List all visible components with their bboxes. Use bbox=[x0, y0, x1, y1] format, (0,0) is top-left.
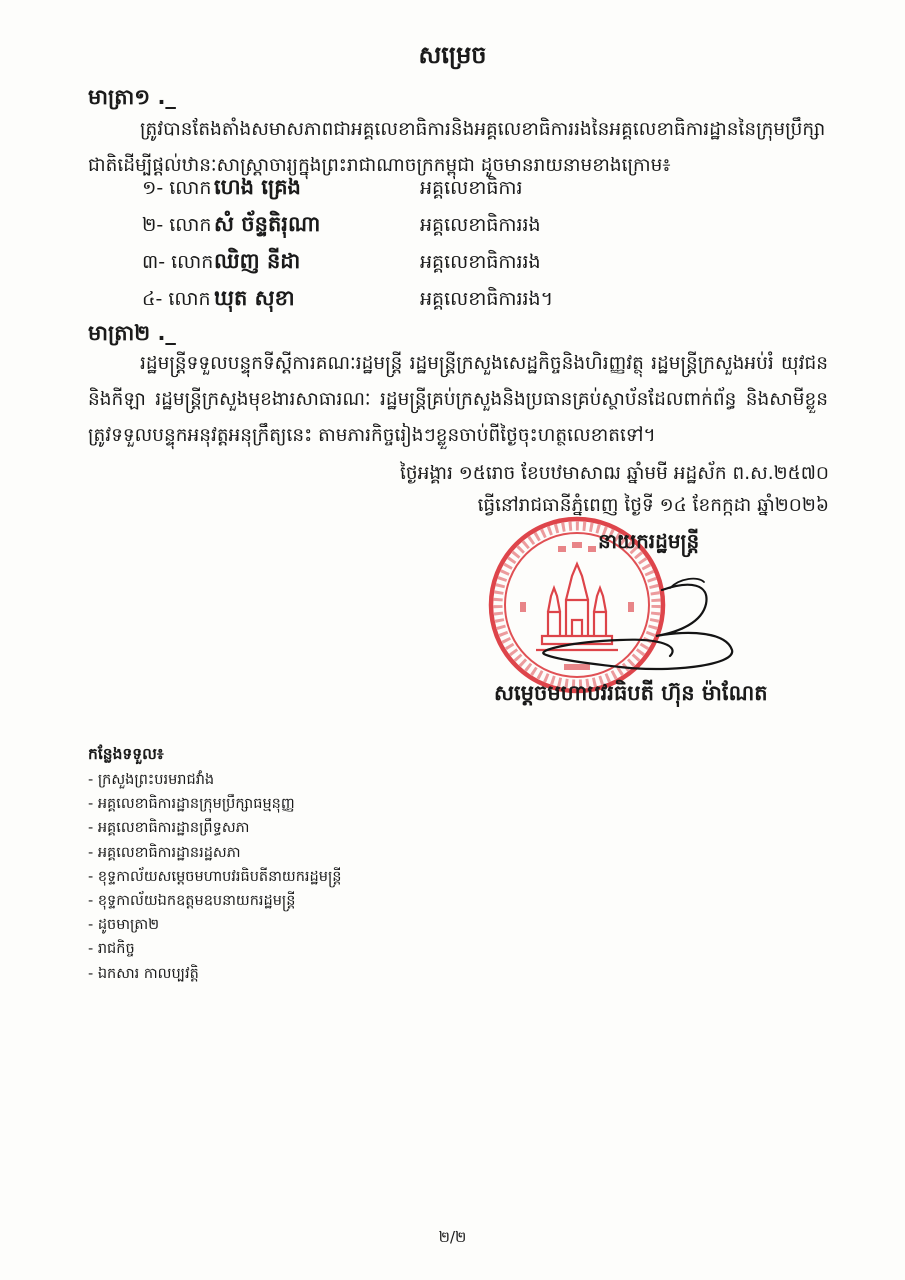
appointee-number-title: ១- លោក bbox=[142, 177, 212, 199]
signer-name: សម្តេចមហាបវរធិបតី ហ៊ុន ម៉ាណែត bbox=[494, 681, 768, 705]
appointee-name: ឈិញ នីដា bbox=[214, 249, 301, 273]
list-item: - រាជកិច្ច bbox=[88, 941, 135, 958]
appointee-row bbox=[142, 250, 822, 287]
recipients-list bbox=[88, 768, 341, 986]
list-item: - ខុទ្ទកាល័យសម្តេចមហាបវរធិបតីនាយករដ្ឋមន្ត្រី bbox=[88, 868, 342, 885]
appointee-name: សំ ច័ន្ទតិរុណា bbox=[214, 212, 321, 236]
appointee-row bbox=[142, 287, 822, 324]
on-behalf-of-pm: នាយករដ្ឋមន្ត្រី bbox=[598, 529, 700, 553]
appointee-row bbox=[142, 176, 822, 213]
page-number: ២/២ bbox=[438, 1228, 467, 1246]
list-item: - ដូចមាត្រា២ bbox=[88, 917, 160, 934]
article-2-heading: មាត្រា២ ._ bbox=[88, 321, 176, 345]
appointee-name: ហេង គ្រេង bbox=[214, 175, 301, 199]
list-item: - ក្រសួងព្រះបរមរាជវាំង bbox=[88, 772, 215, 788]
appointee-name: ឃុត សុខា bbox=[214, 286, 295, 310]
appointee-position: អគ្គលេខាធិការរង។ bbox=[420, 288, 554, 310]
appointee-number-title: ៣- លោក bbox=[142, 251, 214, 273]
handwritten-signature-icon bbox=[530, 570, 770, 680]
appointee-number-title: ២- លោក bbox=[142, 214, 212, 236]
article-2-text: រដ្ឋមន្ត្រីទទួលបន្ទុកទីស្តីការគណៈរដ្ឋមន្ត្រី រដ្ឋមន្ត្រីក្រសួងសេដ្ឋកិច្ចនិងហិរញ្ញវត្ថុ រដ្ឋមន្ត្រីក្រសួងអប់រំ យុវជន និងកីឡា រដ្ឋមន្ត្រីក្រសួងមុខងារសាធារណៈ រដ្ឋមន្ត្រីគ្រប់ក្រសួងនិងប្រធានគ្រប់ស្ថាប័នដែលពាក់ព័ន្ធ និងសាមីខ្លួន ត្រូវទទួលបន្ទុកអនុវត្តអនុក្រឹត្យនេះ តាមភារកិច្ចរៀងៗខ្លួនចាប់ពីថ្ងៃចុះហត្ថលេខាតទៅ។ bbox=[88, 353, 828, 446]
list-item: - អគ្គលេខាធិការដ្ឋានក្រុមប្រឹក្សាធម្មនុញ្ញ bbox=[88, 796, 295, 813]
article-1-heading: មាត្រា១ ._ bbox=[88, 85, 176, 109]
lunar-date: ថ្ងៃអង្គារ ១៥រោច ខែបឋមាសាឍ ឆ្នាំមមី អដ្ឋស័ក ព.ស.២៥៧០ bbox=[400, 463, 829, 484]
recipients-heading: កន្លែងទទួល៖ bbox=[88, 745, 164, 763]
solar-date-place: ធ្វើនៅរាជធានីភ្នំពេញ ថ្ងៃទី ១៤ ខែកក្កដា ឆ្នាំ២០២៦ bbox=[477, 495, 829, 516]
appointee-number-title: ៤- លោក bbox=[142, 288, 211, 310]
article-1-text: ត្រូវបានតែងតាំងសមាសភាពជាអគ្គលេខាធិការនិងអគ្គលេខាធិការរងនៃអគ្គលេខាធិការដ្ឋាននៃក្រុមប្រឹក្សាជាតិដើម្បីផ្តល់ឋានៈសាស្ត្រាចារ្យក្នុងព្រះរាជាណាចក្រកម្ពុជា ដូចមានរាយនាមខាងក្រោម៖ bbox=[88, 119, 826, 176]
list-item: - អគ្គលេខាធិការដ្ឋានព្រឹទ្ធសភា bbox=[88, 820, 250, 837]
appointee-list bbox=[142, 176, 822, 324]
list-item: - អគ្គលេខាធិការដ្ឋានរដ្ឋសភា bbox=[88, 844, 241, 861]
appointee-position: អគ្គលេខាធិការរង bbox=[420, 214, 541, 236]
list-item: - ខុទ្ទកាល័យឯកឧត្តមឧបនាយករដ្ឋមន្ត្រី bbox=[88, 892, 296, 909]
appointee-position: អគ្គលេខាធិការរង bbox=[420, 251, 541, 273]
list-item: - ឯកសារ កាលប្បវត្តិ bbox=[88, 965, 199, 982]
appointee-position: អគ្គលេខាធិការ bbox=[420, 177, 523, 199]
appointee-row bbox=[142, 213, 822, 250]
decision-title: សម្រេច bbox=[418, 41, 487, 69]
